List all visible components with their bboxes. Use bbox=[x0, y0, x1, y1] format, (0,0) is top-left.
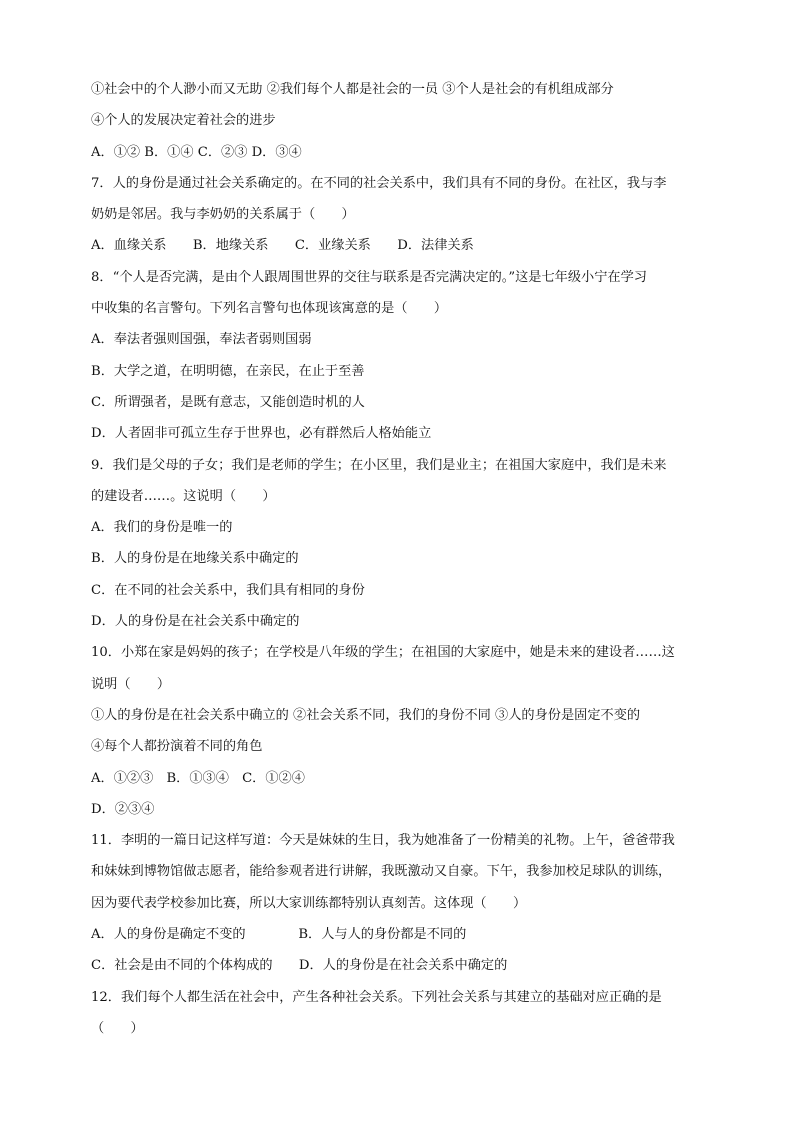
question-11-stem: 因为要代表学校参加比赛，所以大家训练都特别认真刻苦。这体现（ ） bbox=[91, 895, 527, 911]
text-line: ④个人的发展决定着社会的进步 bbox=[91, 113, 276, 129]
answer-option: B．大学之道，在明明德，在亲民，在止于至善 bbox=[91, 363, 365, 379]
question-11-stem: 11．李明的一篇日记这样写道：今天是妹妹的生日，我为她准备了一份精美的礼物。上午，爸爸带我 bbox=[91, 833, 675, 849]
text-line: ①社会中的个人渺小而又无助 ②我们每个人都是社会的一员 ③个人是社会的有机组成部分 bbox=[91, 82, 614, 97]
answer-option: A．我们的身份是唯一的 bbox=[91, 520, 233, 536]
text-line: ①人的身份是在社会关系中确立的 ②社会关系不同，我们的身份不同 ③人的身份是固定不变的 bbox=[91, 707, 641, 723]
answer-option: D．人者固非可孤立生存于世界也，必有群然后人格始能立 bbox=[91, 426, 432, 442]
answer-option: C．在不同的社会关系中，我们具有相同的身份 bbox=[91, 582, 365, 598]
question-7-stem: 奶奶是邻居。我与李奶奶的关系属于（ ） bbox=[91, 207, 355, 223]
question-10-stem: 说明（ ） bbox=[91, 676, 171, 692]
question-9-stem: 的建设者……。这说明（ ） bbox=[91, 488, 276, 504]
question-8-stem: 中收集的名言警句。下列名言警句也体现该寓意的是（ ） bbox=[91, 301, 448, 317]
question-9-stem: 9．我们是父母的子女；我们是老师的学生；在小区里，我们是业主；在祖国大家庭中，我们是未来 bbox=[91, 457, 667, 473]
answer-option: D．人的身份是在社会关系中确定的 bbox=[91, 614, 300, 630]
answer-option: A．奉法者强则国强，奉法者弱则国弱 bbox=[91, 332, 312, 348]
answer-option: D．②③④ bbox=[91, 801, 155, 817]
question-10-stem: 10．小郑在家是妈妈的孩子；在学校是八年级的学生；在祖国的大家庭中，她是未来的建设者……这 bbox=[91, 645, 675, 661]
answer-option: C．所谓强者，是既有意志，又能创造时机的人 bbox=[91, 394, 365, 410]
question-12-stem: （ ） bbox=[91, 1020, 144, 1036]
answer-option: B．人的身份是在地缘关系中确定的 bbox=[91, 551, 299, 567]
question-12-stem: 12．我们每个人都生活在社会中，产生各种社会关系。下列社会关系与其建立的基础对应正确的是 bbox=[91, 989, 662, 1005]
answer-options: A．人的身份是确定不变的 B．人与人的身份都是不同的 bbox=[91, 927, 467, 943]
question-8-stem: 8．“个人是否完满，是由个人跟周围世界的交往与联系是否完满决定的。”这是七年级小宁在学习 bbox=[91, 269, 647, 285]
answer-options: C．社会是由不同的个体构成的 D．人的身份是在社会关系中确定的 bbox=[91, 958, 508, 974]
question-7-stem: 7．人的身份是通过社会关系确定的。在不同的社会关系中，我们具有不同的身份。在社区，我与李 bbox=[91, 175, 667, 191]
question-text-block bbox=[91, 78, 716, 1048]
answer-options: A．①② B．①④ C．②③ D．③④ bbox=[91, 144, 302, 160]
answer-options: A．①②③ B．①③④ C．①②④ bbox=[91, 770, 305, 786]
question-11-stem: 和妹妹到博物馆做志愿者，能给参观者进行讲解，我既激动又自豪。下午，我参加校足球队的训练， bbox=[91, 864, 672, 880]
answer-options: A．血缘关系 B．地缘关系 C．业缘关系 D．法律关系 bbox=[91, 238, 474, 254]
text-line: ④每个人都扮演着不同的角色 bbox=[91, 739, 263, 755]
